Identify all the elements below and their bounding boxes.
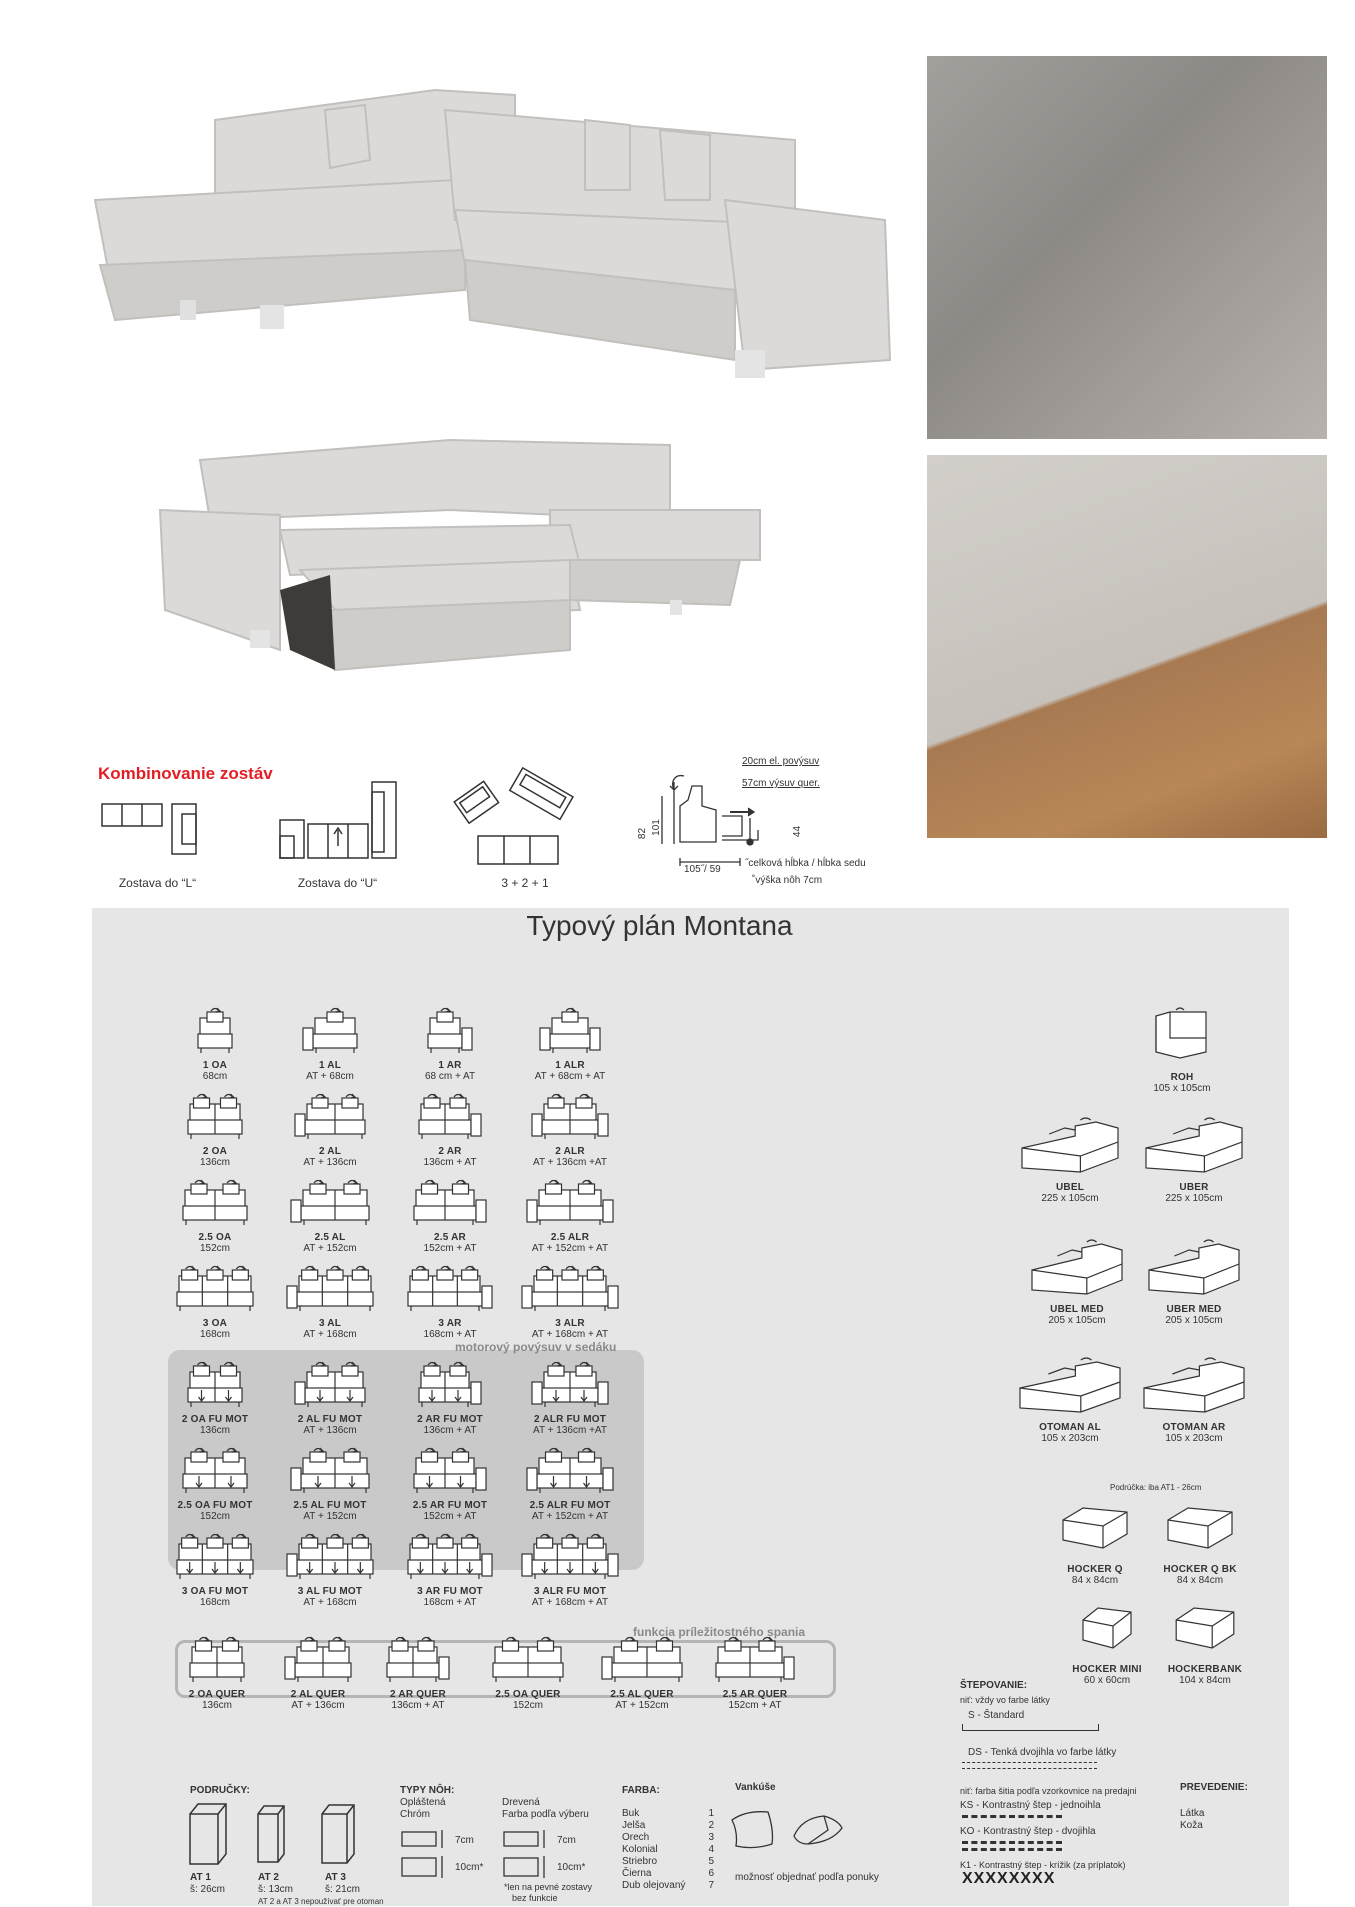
finish-item-2: Koža <box>1180 1820 1203 1831</box>
color-number: 3 <box>708 1832 714 1843</box>
module-2-5-al <box>270 1180 390 1254</box>
module-1-alr <box>510 1008 630 1082</box>
module-icon <box>510 1362 630 1410</box>
module-name: ROH <box>1170 1072 1194 1083</box>
module-2-5-ar <box>390 1180 510 1254</box>
module-dimension: 152cm <box>199 1511 230 1522</box>
armrest-at1-name: AT 1 <box>190 1872 211 1883</box>
module-hocker-q-bk <box>1140 1500 1260 1586</box>
armrest-at2-dim: š: 13cm <box>258 1884 294 1895</box>
armrest-at3 <box>325 1872 360 1896</box>
module-2-5-ar-quer <box>695 1637 815 1711</box>
module-name: 2.5 AL <box>314 1232 346 1243</box>
combo-l-diagram <box>100 800 210 863</box>
color-name: Čierna <box>622 1868 652 1879</box>
module-ubel <box>1010 1118 1130 1204</box>
spec-note2: ˚výška nôh 7cm <box>752 875 823 886</box>
module-icon <box>390 1362 510 1410</box>
module-3-alr-fu-mot <box>510 1534 630 1608</box>
module-name: 1 AL <box>318 1060 342 1071</box>
module-dimension: AT + 136cm +AT <box>533 1157 607 1168</box>
module-name: 3 ALR <box>555 1318 585 1329</box>
module-name: 2.5 ALR FU MOT <box>529 1500 611 1511</box>
module-icon <box>510 1008 630 1056</box>
sofa-photo-main <box>85 50 905 410</box>
armrest-at3-name: AT 3 <box>325 1872 346 1883</box>
module-dimension: 84 x 84cm <box>1176 1575 1224 1586</box>
color-number: 4 <box>708 1844 714 1855</box>
module-name: 2 AR QUER <box>390 1689 446 1700</box>
module-icon <box>1035 1500 1155 1560</box>
module-name: 2 AL FU MOT <box>297 1414 363 1425</box>
module-icon <box>155 1008 275 1056</box>
module-dimension: AT + 152cm <box>303 1511 357 1522</box>
stitching-ds-line <box>962 1762 1097 1769</box>
module-name: 3 AL FU MOT <box>297 1586 363 1597</box>
armrest-at3-dim: š: 21cm <box>325 1884 361 1895</box>
combine-title: Kombinovanie zostáv <box>98 764 273 783</box>
sofa-photo-bed <box>150 430 770 690</box>
legs-note-2: bez funkcie <box>512 1893 558 1903</box>
combo-u-diagram <box>278 780 398 867</box>
module-3-ar <box>390 1266 510 1340</box>
module-name: 3 ALR FU MOT <box>533 1586 607 1597</box>
module-icon <box>270 1266 390 1314</box>
module-2-alr-fu-mot <box>510 1362 630 1436</box>
legs-left-desc-2: Chróm <box>400 1809 431 1820</box>
module-name: UBEL <box>1055 1182 1085 1193</box>
module-dimension: 205 x 105cm <box>1048 1315 1106 1326</box>
module-dimension: 60 x 60cm <box>1083 1675 1131 1686</box>
stitching-x-pattern: XXXXXXXX <box>962 1870 1056 1887</box>
module-uber <box>1134 1118 1254 1204</box>
module-hockerbank <box>1145 1600 1265 1686</box>
module-dimension: 105 x 203cm <box>1041 1433 1099 1444</box>
module-icon <box>390 1266 510 1314</box>
stitching-s: S - Štandard <box>968 1710 1025 1721</box>
module-2-ar-fu-mot <box>390 1362 510 1436</box>
module-icon <box>1140 1500 1260 1560</box>
armrests-title: PODRUČKY: <box>190 1785 250 1796</box>
pillows-title: Vankúše <box>735 1782 776 1793</box>
module-name: 2 ALR <box>555 1146 585 1157</box>
stitching-nit1: niť: vždy vo farbe látky <box>960 1695 1050 1705</box>
module-dimension: AT + 168cm + AT <box>531 1329 609 1340</box>
stitching-title: ŠTEPOVANIE: <box>960 1680 1028 1691</box>
module-icon <box>582 1637 702 1685</box>
color-item <box>622 1844 714 1856</box>
module-icon <box>155 1534 275 1582</box>
module-icon <box>390 1448 510 1496</box>
module-3-oa-fu-mot <box>155 1534 275 1608</box>
color-name: Striebro <box>622 1856 658 1867</box>
module-dimension: 136cm <box>199 1157 230 1168</box>
module-name: OTOMAN AR <box>1162 1422 1226 1433</box>
legs-left-desc <box>400 1797 446 1821</box>
legs-left-desc-1: Opláštená <box>400 1797 446 1808</box>
finish-item-1: Látka <box>1180 1808 1205 1819</box>
module-icon <box>1122 1008 1242 1068</box>
armrest-at1-dim: š: 26cm <box>190 1884 226 1895</box>
module-dimension: 225 x 105cm <box>1165 1193 1223 1204</box>
module-name: 2.5 AR <box>434 1232 466 1243</box>
module-dimension: AT + 168cm <box>303 1329 357 1340</box>
legs-note <box>504 1882 592 1904</box>
module-icon <box>155 1362 275 1410</box>
otoman-note: Podrúčka: iba AT1 - 26cm <box>1110 1483 1202 1492</box>
module-icon <box>510 1094 630 1142</box>
armrest-at2-name: AT 2 <box>258 1872 279 1883</box>
module-name: 3 OA <box>202 1318 228 1329</box>
module-otoman-al <box>1010 1358 1130 1444</box>
module-icon <box>155 1094 275 1142</box>
module-name: 2 ALR FU MOT <box>533 1414 607 1425</box>
module-icon <box>390 1008 510 1056</box>
module-dimension: AT + 152cm + AT <box>531 1243 609 1254</box>
module-icon <box>155 1448 275 1496</box>
color-name: Kolonial <box>622 1844 658 1855</box>
module-dimension: AT + 136cm <box>291 1700 345 1711</box>
module-icon <box>390 1094 510 1142</box>
color-item <box>622 1832 714 1844</box>
module-name: HOCKER Q BK <box>1163 1564 1237 1575</box>
stitching-k1: K1 - Kontrastný štep - krížik (za príplatok) <box>960 1860 1126 1870</box>
module-hocker-q <box>1035 1500 1155 1586</box>
module-roh <box>1122 1008 1242 1094</box>
module-1-al <box>270 1008 390 1082</box>
color-title: FARBA: <box>622 1785 660 1796</box>
pillow-icons <box>728 1808 848 1857</box>
module-dimension: AT + 152cm <box>303 1243 357 1254</box>
module-icon <box>510 1180 630 1228</box>
color-list <box>622 1808 714 1892</box>
module-name: 2 AR FU MOT <box>417 1414 483 1425</box>
module-icon <box>390 1180 510 1228</box>
module-icon <box>1010 1358 1130 1418</box>
module-name: HOCKERBANK <box>1167 1664 1243 1675</box>
module-2-ar-quer <box>358 1637 478 1711</box>
module-3-ar-fu-mot <box>390 1534 510 1608</box>
module-icon <box>695 1637 815 1685</box>
module-icon <box>270 1448 390 1496</box>
module-dimension: 68 cm + AT <box>424 1071 476 1082</box>
module-icon <box>510 1534 630 1582</box>
module-name: 2.5 ALR <box>550 1232 590 1243</box>
module-2-5-al-fu-mot <box>270 1448 390 1522</box>
module-name: 2 AL <box>318 1146 342 1157</box>
module-dimension: 152cm <box>512 1700 543 1711</box>
module-dimension: 84 x 84cm <box>1071 1575 1119 1586</box>
module-3-oa <box>155 1266 275 1340</box>
finish-title: PREVEDENIE: <box>1180 1782 1248 1793</box>
module-icon <box>510 1448 630 1496</box>
color-item <box>622 1880 714 1892</box>
color-number: 1 <box>708 1808 714 1819</box>
color-number: 6 <box>708 1868 714 1879</box>
color-number: 7 <box>708 1880 714 1891</box>
plan-title: Typový plán Montana <box>526 910 793 941</box>
module-2-5-oa-quer <box>468 1637 588 1711</box>
detail-photo-headrest <box>927 56 1327 439</box>
module-icon <box>155 1266 275 1314</box>
leg-icons <box>402 1830 582 1885</box>
leg-size-4: 10cm* <box>557 1862 586 1873</box>
module-icon <box>1145 1600 1265 1660</box>
spec-seat-height: 44 <box>792 825 804 838</box>
module-3-al-fu-mot <box>270 1534 390 1608</box>
module-2-oa-fu-mot <box>155 1362 275 1436</box>
module-dimension: 152cm <box>199 1243 230 1254</box>
color-name: Jelša <box>622 1820 646 1831</box>
stitching-ko: KO - Kontrastný štep - dvojihla <box>960 1826 1096 1837</box>
module-dimension: 136cm + AT <box>391 1700 445 1711</box>
module-name: 1 AR <box>438 1060 462 1071</box>
module-icon <box>468 1637 588 1685</box>
motor-label: motorový povýsuv v sedáku <box>455 1340 617 1354</box>
color-name: Dub olejovaný <box>622 1880 686 1891</box>
module-name: 2.5 AR QUER <box>722 1689 788 1700</box>
module-3-alr <box>510 1266 630 1340</box>
module-name: 1 OA <box>202 1060 228 1071</box>
legs-right-desc <box>502 1797 589 1821</box>
color-name: Buk <box>622 1808 640 1819</box>
legs-right-desc-1: Drevená <box>502 1797 540 1808</box>
spec-pullout: 57cm výsuv quer. <box>742 778 820 789</box>
module-dimension: 168cm <box>199 1597 230 1608</box>
module-2-5-ar-fu-mot <box>390 1448 510 1522</box>
module-name: 2.5 AL QUER <box>610 1689 674 1700</box>
module-name: UBEL MED <box>1050 1304 1104 1315</box>
module-2-oa <box>155 1094 275 1168</box>
color-item <box>622 1820 714 1832</box>
legs-right-desc-2: Farba podľa výberu <box>502 1809 589 1820</box>
spec-note1: ˝celková hĺbka / hĺbka sedu <box>745 858 866 869</box>
module-name: 2 OA QUER <box>188 1689 246 1700</box>
module-name: 2 AL QUER <box>290 1689 346 1700</box>
detail-photo-leg <box>927 455 1327 838</box>
color-item <box>622 1856 714 1868</box>
module-name: 2.5 AR FU MOT <box>412 1500 488 1511</box>
module-2-5-oa-fu-mot <box>155 1448 275 1522</box>
module-name: 3 AL <box>318 1318 342 1329</box>
spec-diagram <box>640 750 900 890</box>
module-dimension: 225 x 105cm <box>1041 1193 1099 1204</box>
color-item <box>622 1868 714 1880</box>
legs-title: TYPY NÔH: <box>400 1785 455 1796</box>
module-dimension: 105 x 105cm <box>1153 1083 1211 1094</box>
module-name: 3 AR <box>438 1318 462 1329</box>
combo-l-caption: Zostava do “L“ <box>118 876 197 890</box>
module-2-5-alr <box>510 1180 630 1254</box>
module-dimension: 136cm + AT <box>423 1425 477 1436</box>
stitching-ks-line <box>962 1815 1062 1818</box>
module-uber-med <box>1134 1240 1254 1326</box>
stitching-ko-line <box>962 1841 1062 1851</box>
stitching-s-line <box>962 1724 1099 1731</box>
color-name: Orech <box>622 1832 650 1843</box>
module-3-al <box>270 1266 390 1340</box>
module-2-5-alr-fu-mot <box>510 1448 630 1522</box>
module-name: 3 OA FU MOT <box>181 1586 249 1597</box>
module-icon <box>270 1008 390 1056</box>
module-dimension: AT + 152cm <box>615 1700 669 1711</box>
module-2-5-al-quer <box>582 1637 702 1711</box>
module-dimension: AT + 68cm + AT <box>534 1071 606 1082</box>
stitching-nit2: niť: farba šitia podľa vzorkovnice na predajni <box>960 1786 1137 1796</box>
module-dimension: 136cm <box>201 1700 232 1711</box>
module-icon <box>270 1094 390 1142</box>
module-name: OTOMAN AL <box>1039 1422 1101 1433</box>
module-1-oa <box>155 1008 275 1082</box>
legs-note-1: *len na pevné zostavy <box>504 1882 593 1892</box>
module-2-alr <box>510 1094 630 1168</box>
armrest-note: AT 2 a AT 3 nepoužívať pre otoman <box>258 1897 384 1906</box>
module-icon <box>155 1180 275 1228</box>
module-dimension: 152cm + AT <box>423 1243 477 1254</box>
module-icon <box>270 1180 390 1228</box>
module-dimension: 152cm + AT <box>423 1511 477 1522</box>
module-2-ar <box>390 1094 510 1168</box>
module-dimension: AT + 136cm +AT <box>533 1425 607 1436</box>
module-dimension: 152cm + AT <box>728 1700 782 1711</box>
module-name: 2 OA <box>202 1146 228 1157</box>
module-dimension: 136cm + AT <box>423 1157 477 1168</box>
module-dimension: 104 x 84cm <box>1179 1675 1231 1686</box>
stitching-ds: DS - Tenká dvojihla vo farbe látky <box>968 1747 1117 1758</box>
module-name: UBER MED <box>1166 1304 1222 1315</box>
module-name: 1 ALR <box>555 1060 585 1071</box>
color-number: 5 <box>708 1856 714 1867</box>
module-icon <box>510 1266 630 1314</box>
combo-u-caption: Zostava do “U“ <box>297 876 378 890</box>
module-dimension: AT + 136cm <box>303 1157 357 1168</box>
module-name: 2.5 OA FU MOT <box>177 1500 253 1511</box>
module-dimension: 168cm <box>199 1329 230 1340</box>
module-name: 2 OA FU MOT <box>181 1414 249 1425</box>
module-name: 2.5 OA <box>198 1232 232 1243</box>
stitching-ks: KS - Kontrastný štep - jednoihla <box>960 1800 1101 1811</box>
module-dimension: 136cm <box>199 1425 230 1436</box>
module-icon <box>270 1362 390 1410</box>
leg-size-3: 7cm <box>557 1835 576 1846</box>
combo-321-caption: 3 + 2 + 1 <box>501 876 549 890</box>
module-icon <box>390 1534 510 1582</box>
module-name: 2.5 AL FU MOT <box>293 1500 367 1511</box>
pillows-note: možnosť objednať podľa ponuky <box>735 1872 879 1883</box>
module-icon <box>270 1534 390 1582</box>
armrest-at1 <box>190 1872 225 1896</box>
module-icon <box>1134 1358 1254 1418</box>
module-icon <box>1134 1240 1254 1300</box>
module-dimension: 205 x 105cm <box>1165 1315 1223 1326</box>
module-name: HOCKER MINI <box>1072 1664 1142 1675</box>
module-dimension: AT + 168cm + AT <box>531 1597 609 1608</box>
spec-height-back: 101 <box>650 819 662 836</box>
module-icon <box>1010 1118 1130 1178</box>
armrest-at2 <box>258 1872 293 1896</box>
module-2-5-oa <box>155 1180 275 1254</box>
module-2-al-fu-mot <box>270 1362 390 1436</box>
module-1-ar <box>390 1008 510 1082</box>
module-name: 3 AR FU MOT <box>417 1586 483 1597</box>
spec-depth: 105˝/ 59 <box>684 864 721 875</box>
module-dimension: AT + 152cm + AT <box>531 1511 609 1522</box>
module-2-al <box>270 1094 390 1168</box>
module-icon <box>358 1637 478 1685</box>
module-dimension: AT + 168cm <box>303 1597 357 1608</box>
combo-321-diagram <box>450 772 590 873</box>
armrest-icons <box>188 1800 368 1873</box>
module-dimension: 68cm <box>202 1071 228 1082</box>
sleep-label: funkcia príležitostného spania <box>630 1625 808 1639</box>
module-icon <box>1134 1118 1254 1178</box>
module-name: UBER <box>1179 1182 1209 1193</box>
module-name: HOCKER Q <box>1067 1564 1123 1575</box>
module-dimension: AT + 68cm <box>306 1071 354 1082</box>
leg-size-2: 10cm* <box>455 1862 484 1873</box>
color-item <box>622 1808 714 1820</box>
color-number: 2 <box>708 1820 714 1831</box>
module-icon <box>1017 1240 1137 1300</box>
module-name: 2 AR <box>438 1146 462 1157</box>
module-dimension: 105 x 203cm <box>1165 1433 1223 1444</box>
leg-size-1: 7cm <box>455 1835 474 1846</box>
finish-list <box>1180 1808 1204 1832</box>
module-otoman-ar <box>1134 1358 1254 1444</box>
module-dimension: 168cm + AT <box>423 1597 477 1608</box>
spec-height-total: 82 <box>637 827 649 840</box>
module-dimension: AT + 136cm <box>303 1425 357 1436</box>
spec-recliner: 20cm el. povýsuv <box>742 756 820 767</box>
module-name: 2.5 OA QUER <box>495 1689 561 1700</box>
module-dimension: 168cm + AT <box>423 1329 477 1340</box>
module-ubel-med <box>1017 1240 1137 1326</box>
